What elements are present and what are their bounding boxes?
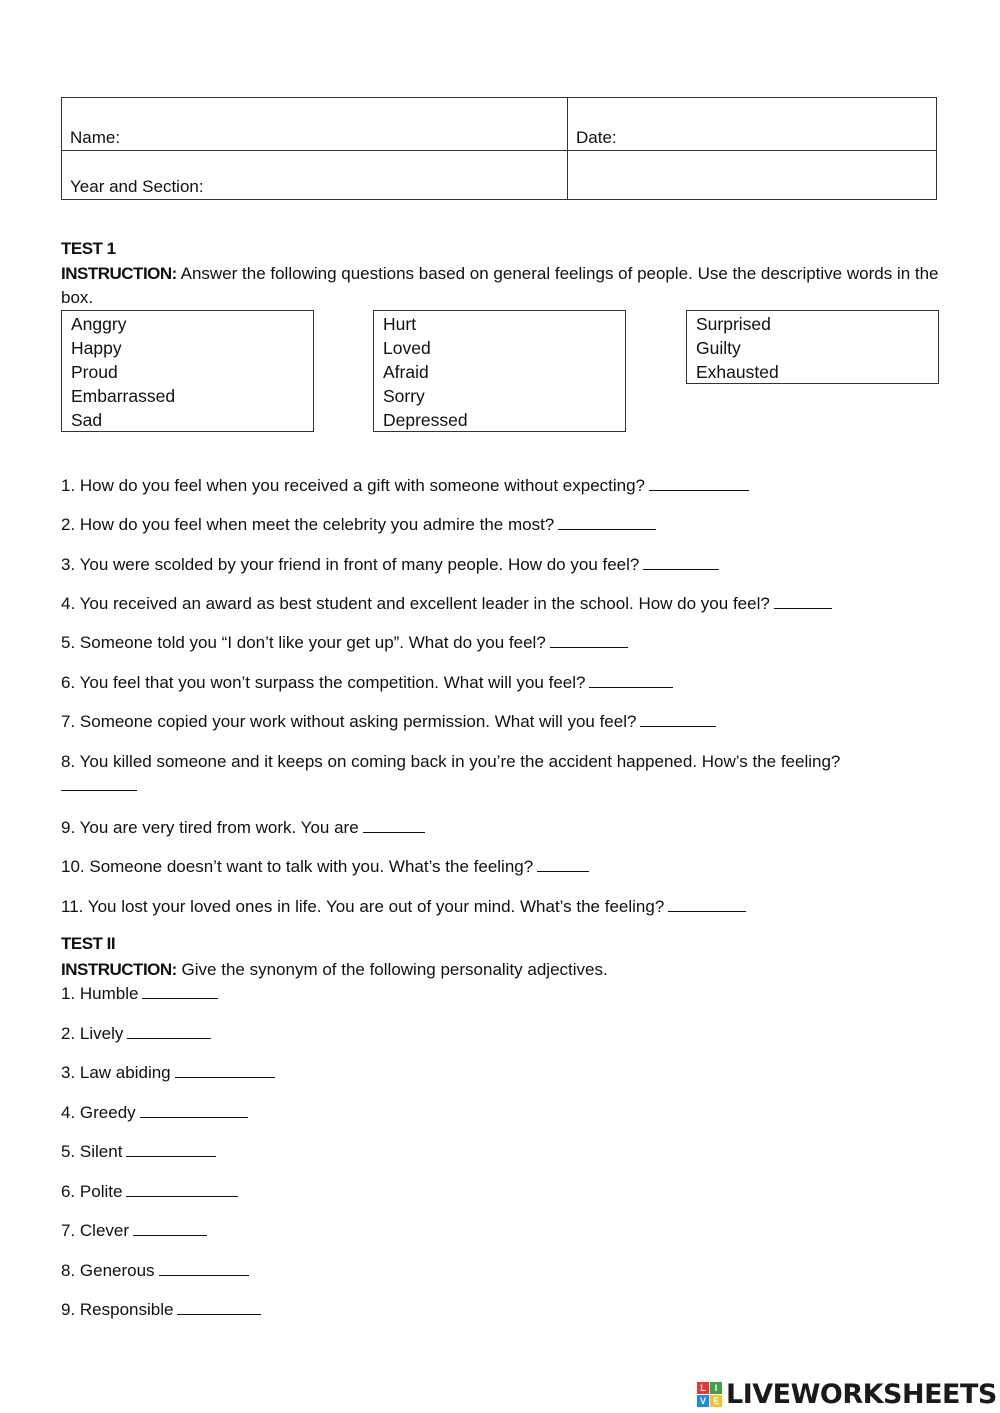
question-text: 1. How do you feel when you received a gift with someone without expecting? — [61, 476, 646, 495]
question-9 — [61, 816, 425, 840]
test2-instruction — [61, 958, 941, 982]
name-field[interactable] — [62, 98, 568, 151]
date-label: Date: — [576, 128, 617, 147]
year-section-field[interactable] — [62, 151, 568, 200]
test2-instruction-label: INSTRUCTION: — [61, 960, 177, 979]
test2-instruction-text: Give the synonym of the following personality adjectives. — [176, 960, 608, 979]
synonym-item-1 — [61, 982, 218, 1006]
question-5 — [61, 631, 628, 655]
word: Proud — [71, 362, 118, 382]
word: Loved — [383, 338, 431, 358]
synonym-item-8 — [61, 1259, 249, 1283]
question-11 — [61, 895, 746, 919]
word: Exhausted — [696, 362, 779, 382]
item-text: 1. Humble — [61, 984, 139, 1003]
date-field[interactable] — [568, 98, 937, 151]
synonym-item-3 — [61, 1061, 275, 1085]
question-3 — [61, 553, 719, 577]
word-box-3 — [686, 310, 939, 384]
synonym-item-5 — [61, 1140, 216, 1164]
word: Anggry — [71, 314, 127, 334]
test1-instruction-text: Answer the following questions based on general feelings of people. Use the descriptive words in the box. — [61, 264, 939, 307]
word-box-1 — [61, 310, 314, 432]
synonym-item-2 — [61, 1022, 211, 1046]
logo-tile: L — [697, 1382, 709, 1394]
answer-blank[interactable] — [668, 897, 746, 912]
word: Sorry — [383, 386, 425, 406]
name-label: Name: — [70, 128, 121, 147]
logo-tiles-icon — [697, 1382, 722, 1407]
word: Hurt — [383, 314, 417, 334]
item-text: 5. Silent — [61, 1142, 123, 1161]
question-2 — [61, 513, 656, 537]
answer-blank[interactable] — [140, 1103, 248, 1118]
synonym-item-6 — [61, 1180, 238, 1204]
synonym-item-4 — [61, 1101, 248, 1125]
synonym-item-9 — [61, 1298, 261, 1322]
item-text: 9. Responsible — [61, 1300, 174, 1319]
question-1 — [61, 474, 749, 498]
logo-tile: V — [697, 1395, 709, 1407]
answer-blank[interactable] — [550, 633, 628, 648]
liveworksheets-logo — [697, 1379, 997, 1409]
answer-blank[interactable] — [61, 776, 137, 791]
question-text: 7. Someone copied your work without asking permission. What will you feel? — [61, 712, 637, 731]
synonym-item-7 — [61, 1219, 207, 1243]
answer-blank[interactable] — [589, 673, 673, 688]
question-6 — [61, 671, 673, 695]
question-8-blank-line — [61, 774, 137, 798]
answer-blank[interactable] — [649, 476, 749, 491]
item-text: 3. Law abiding — [61, 1063, 171, 1082]
answer-blank[interactable] — [537, 857, 589, 872]
year-section-label: Year and Section: — [70, 177, 204, 196]
answer-blank[interactable] — [133, 1221, 207, 1236]
logo-tile: E — [710, 1395, 722, 1407]
word: Afraid — [383, 362, 429, 382]
question-text: 11. You lost your loved ones in life. You are out of your mind. What’s the feeling? — [61, 897, 665, 916]
item-text: 6. Polite — [61, 1182, 123, 1201]
question-10 — [61, 855, 589, 879]
logo-tile: I — [710, 1382, 722, 1394]
item-text: 2. Lively — [61, 1024, 124, 1043]
answer-blank[interactable] — [640, 712, 716, 727]
question-text: 3. You were scolded by your friend in front of many people. How do you feel? — [61, 555, 640, 574]
answer-blank[interactable] — [774, 594, 832, 609]
question-4 — [61, 592, 832, 616]
question-text: 8. You killed someone and it keeps on coming back in you’re the accident happened. How’s the feeling? — [61, 752, 841, 771]
word-box-2 — [373, 310, 626, 432]
test1-instruction-label: INSTRUCTION: — [61, 264, 177, 283]
answer-blank[interactable] — [175, 1063, 275, 1078]
answer-blank[interactable] — [558, 515, 656, 530]
question-text: 10. Someone doesn’t want to talk with you. What’s the feeling? — [61, 857, 534, 876]
word: Embarrassed — [71, 386, 176, 406]
word: Surprised — [696, 314, 771, 334]
question-text: 4. You received an award as best student and excellent leader in the school. How do you feel? — [61, 594, 770, 613]
question-text: 5. Someone told you “I don’t like your get up”. What do you feel? — [61, 633, 546, 652]
test1-title: TEST 1 — [61, 239, 116, 258]
word: Sad — [71, 410, 103, 430]
answer-blank[interactable] — [363, 818, 425, 833]
empty-cell — [568, 151, 937, 200]
answer-blank[interactable] — [159, 1261, 249, 1276]
answer-blank[interactable] — [643, 555, 719, 570]
word: Depressed — [383, 410, 468, 430]
item-text: 7. Clever — [61, 1221, 130, 1240]
answer-blank[interactable] — [126, 1182, 238, 1197]
item-text: 8. Generous — [61, 1261, 155, 1280]
question-text: 9. You are very tired from work. You are — [61, 818, 359, 837]
answer-blank[interactable] — [127, 1024, 211, 1039]
question-text: 6. You feel that you won’t surpass the competition. What will you feel? — [61, 673, 586, 692]
brand-name: LIVEWORKSHEETS — [726, 1378, 997, 1410]
question-text: 2. How do you feel when meet the celebrity you admire the most? — [61, 515, 555, 534]
question-7 — [61, 710, 716, 734]
word: Guilty — [696, 338, 741, 358]
word: Happy — [71, 338, 122, 358]
test1-instruction — [61, 262, 941, 310]
answer-blank[interactable] — [126, 1142, 216, 1157]
question-8 — [61, 750, 840, 774]
header-table — [61, 97, 937, 200]
answer-blank[interactable] — [142, 984, 218, 999]
item-text: 4. Greedy — [61, 1103, 136, 1122]
test2-title: TEST II — [61, 934, 116, 953]
answer-blank[interactable] — [177, 1300, 261, 1315]
